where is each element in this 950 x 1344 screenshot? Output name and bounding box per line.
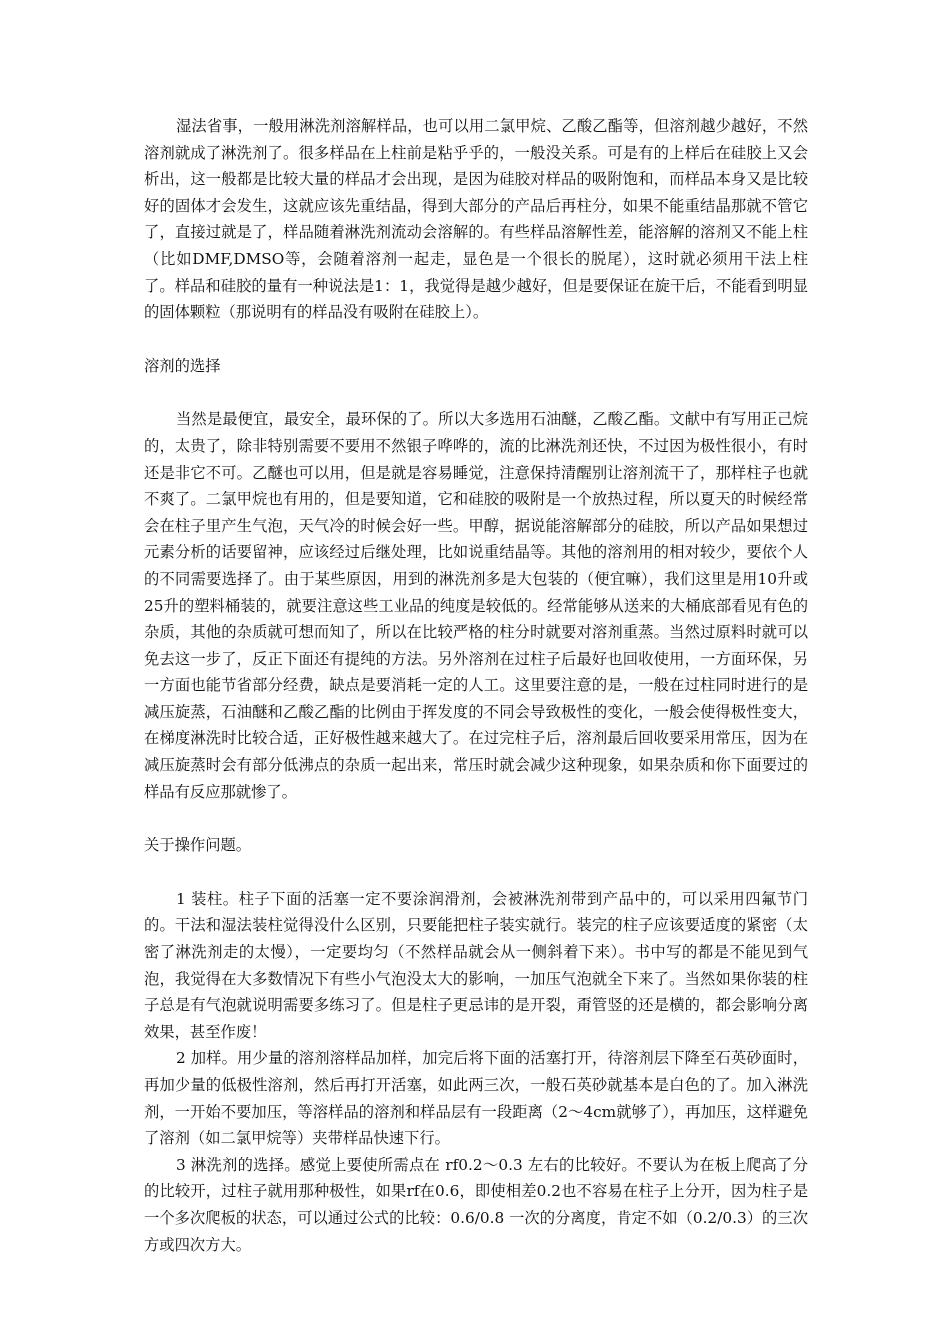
paragraph-gap xyxy=(144,326,808,353)
heading-operation: 关于操作问题。 xyxy=(144,836,252,855)
paragraph-eluent-choice: 3 淋洗剂的选择。感觉上要使所需点在 rf0.2～0.3 左右的比较好。不要认为在板上爬高了分的比较开，过柱子就用那种极性，如果rf在0.6，即使相差0.2也不容易在柱子上分开，因为柱子是一个多次爬板的状态，可以通过公式的比较：0.6/0.8 一次的分离度，肯定不如（0.2/0.3）的三次方或四次方大。 xyxy=(144,1155,808,1254)
document-page xyxy=(144,113,808,1258)
paragraph-solvents: 当然是最便宜，最安全，最环保的了。所以大多选用石油醚，乙酸乙酯。文献中有写用正己烷的，太贵了，除非特别需要不要用不然银子哗哗的，流的比淋洗剂还快，不过因为极性很小，有时还是非它不可。乙醚也可以用，但是就是容易睡觉，注意保持清醒别让溶剂流干了，那样柱子也就不爽了。二氯甲烷也有用的，但是要知道，它和硅胶的吸附是一个放热过程，所以夏天的时候经常会在柱子里产生气泡，天气冷的时候会好一些。甲醇，据说能溶解部分的硅胶，所以产品如果想过元素分析的话要留神，应该经过后继处理，比如说重结晶等。其他的溶剂用的相对较少，要依个人的不同需要选择了。由于某些原因，用到的淋洗剂多是大包装的（便宜嘛），我们这里是用10升或25升的塑料桶装的，就要注意这些工业品的纯度是较低的。经常能够从送来的大桶底部看见有色的杂质，其他的杂质就可想而知了，所以在比较严格的柱分时就要对溶剂重蒸。当然过原料时就可以免去这一步了，反正下面还有提纯的方法。另外溶剂在过柱子后最好也回收使用，一方面环保，另一方面也能节省部分经费，缺点是要消耗一定的人工。这里要注意的是，一般在过柱同时进行的是减压旋蒸，石油醚和乙酸乙酯的比例由于挥发度的不同会导致极性的变化，一般会使得极性变大，在梯度淋洗时比较合适，正好极性越来越大了。在过完柱子后，溶剂最后回收要采用常压，因为在减压旋蒸时会有部分低沸点的杂质一起出来，常压时就会减少这种现象，如果杂质和你下面要过的样品有反应那就惨了。 xyxy=(144,410,808,801)
paragraph-gap xyxy=(144,805,808,832)
heading-solvent-choice: 溶剂的选择 xyxy=(144,356,221,375)
paragraph-sample-loading: 湿法省事，一般用淋洗剂溶解样品，也可以用二氯甲烷、乙酸乙酯等，但溶剂越少越好，不然溶剂就成了淋洗剂了。很多样品在上柱前是粘乎乎的，一般没关系。可是有的上样后在硅胶上又会析出，这一般都是比较大量的样品才会出现，是因为硅胶对样品的吸附饱和，而样品本身又是比较好的固体才会发生，这就应该先重结晶，得到大部分的产品后再柱分，如果不能重结晶那就不管它了，直接过就是了，样品随着淋洗剂流动会溶解的。有些样品溶解性差，能溶解的溶剂又不能上柱（比如DMF,DMSO等，会随着溶剂一起走，显色是一个很长的脱尾），这时就必须用干法上柱了。样品和硅胶的量有一种说法是1：1，我觉得是越少越好，但是要保证在旋干后，不能看到明显的固体颗粒（那说明有的样品没有吸附在硅胶上）。 xyxy=(144,117,808,322)
paragraph-column-packing: 1 装柱。柱子下面的活塞一定不要涂润滑剂，会被淋洗剂带到产品中的，可以采用四氟节门的。干法和湿法装柱觉得没什么区别，只要能把柱子装实就行。装完的柱子应该要适度的紧密（太密了淋洗剂走的太慢），一定要均匀（不然样品就会从一侧斜着下来）。书中写的都是不能见到气泡，我觉得在大多数情况下有些小气泡没太大的影响，一加压气泡就全下来了。当然如果你装的柱子总是有气泡就说明需要多练习了。但是柱子更忌讳的是开裂，甭管竖的还是横的，都会影响分离效果，甚至作废！ xyxy=(144,889,808,1041)
paragraph-gap xyxy=(144,379,808,406)
paragraph-sample-adding: 2 加样。用少量的溶剂溶样品加样，加完后将下面的活塞打开，待溶剂层下降至石英砂面时，再加少量的低极性溶剂，然后再打开活塞，如此两三次，一般石英砂就基本是白色的了。加入淋洗剂，一开始不要加压，等溶样品的溶剂和样品层有一段距离（2～4cm就够了），再加压，这样避免了溶剂（如二氯甲烷等）夹带样品快速下行。 xyxy=(144,1049,808,1148)
paragraph-gap xyxy=(144,859,808,886)
